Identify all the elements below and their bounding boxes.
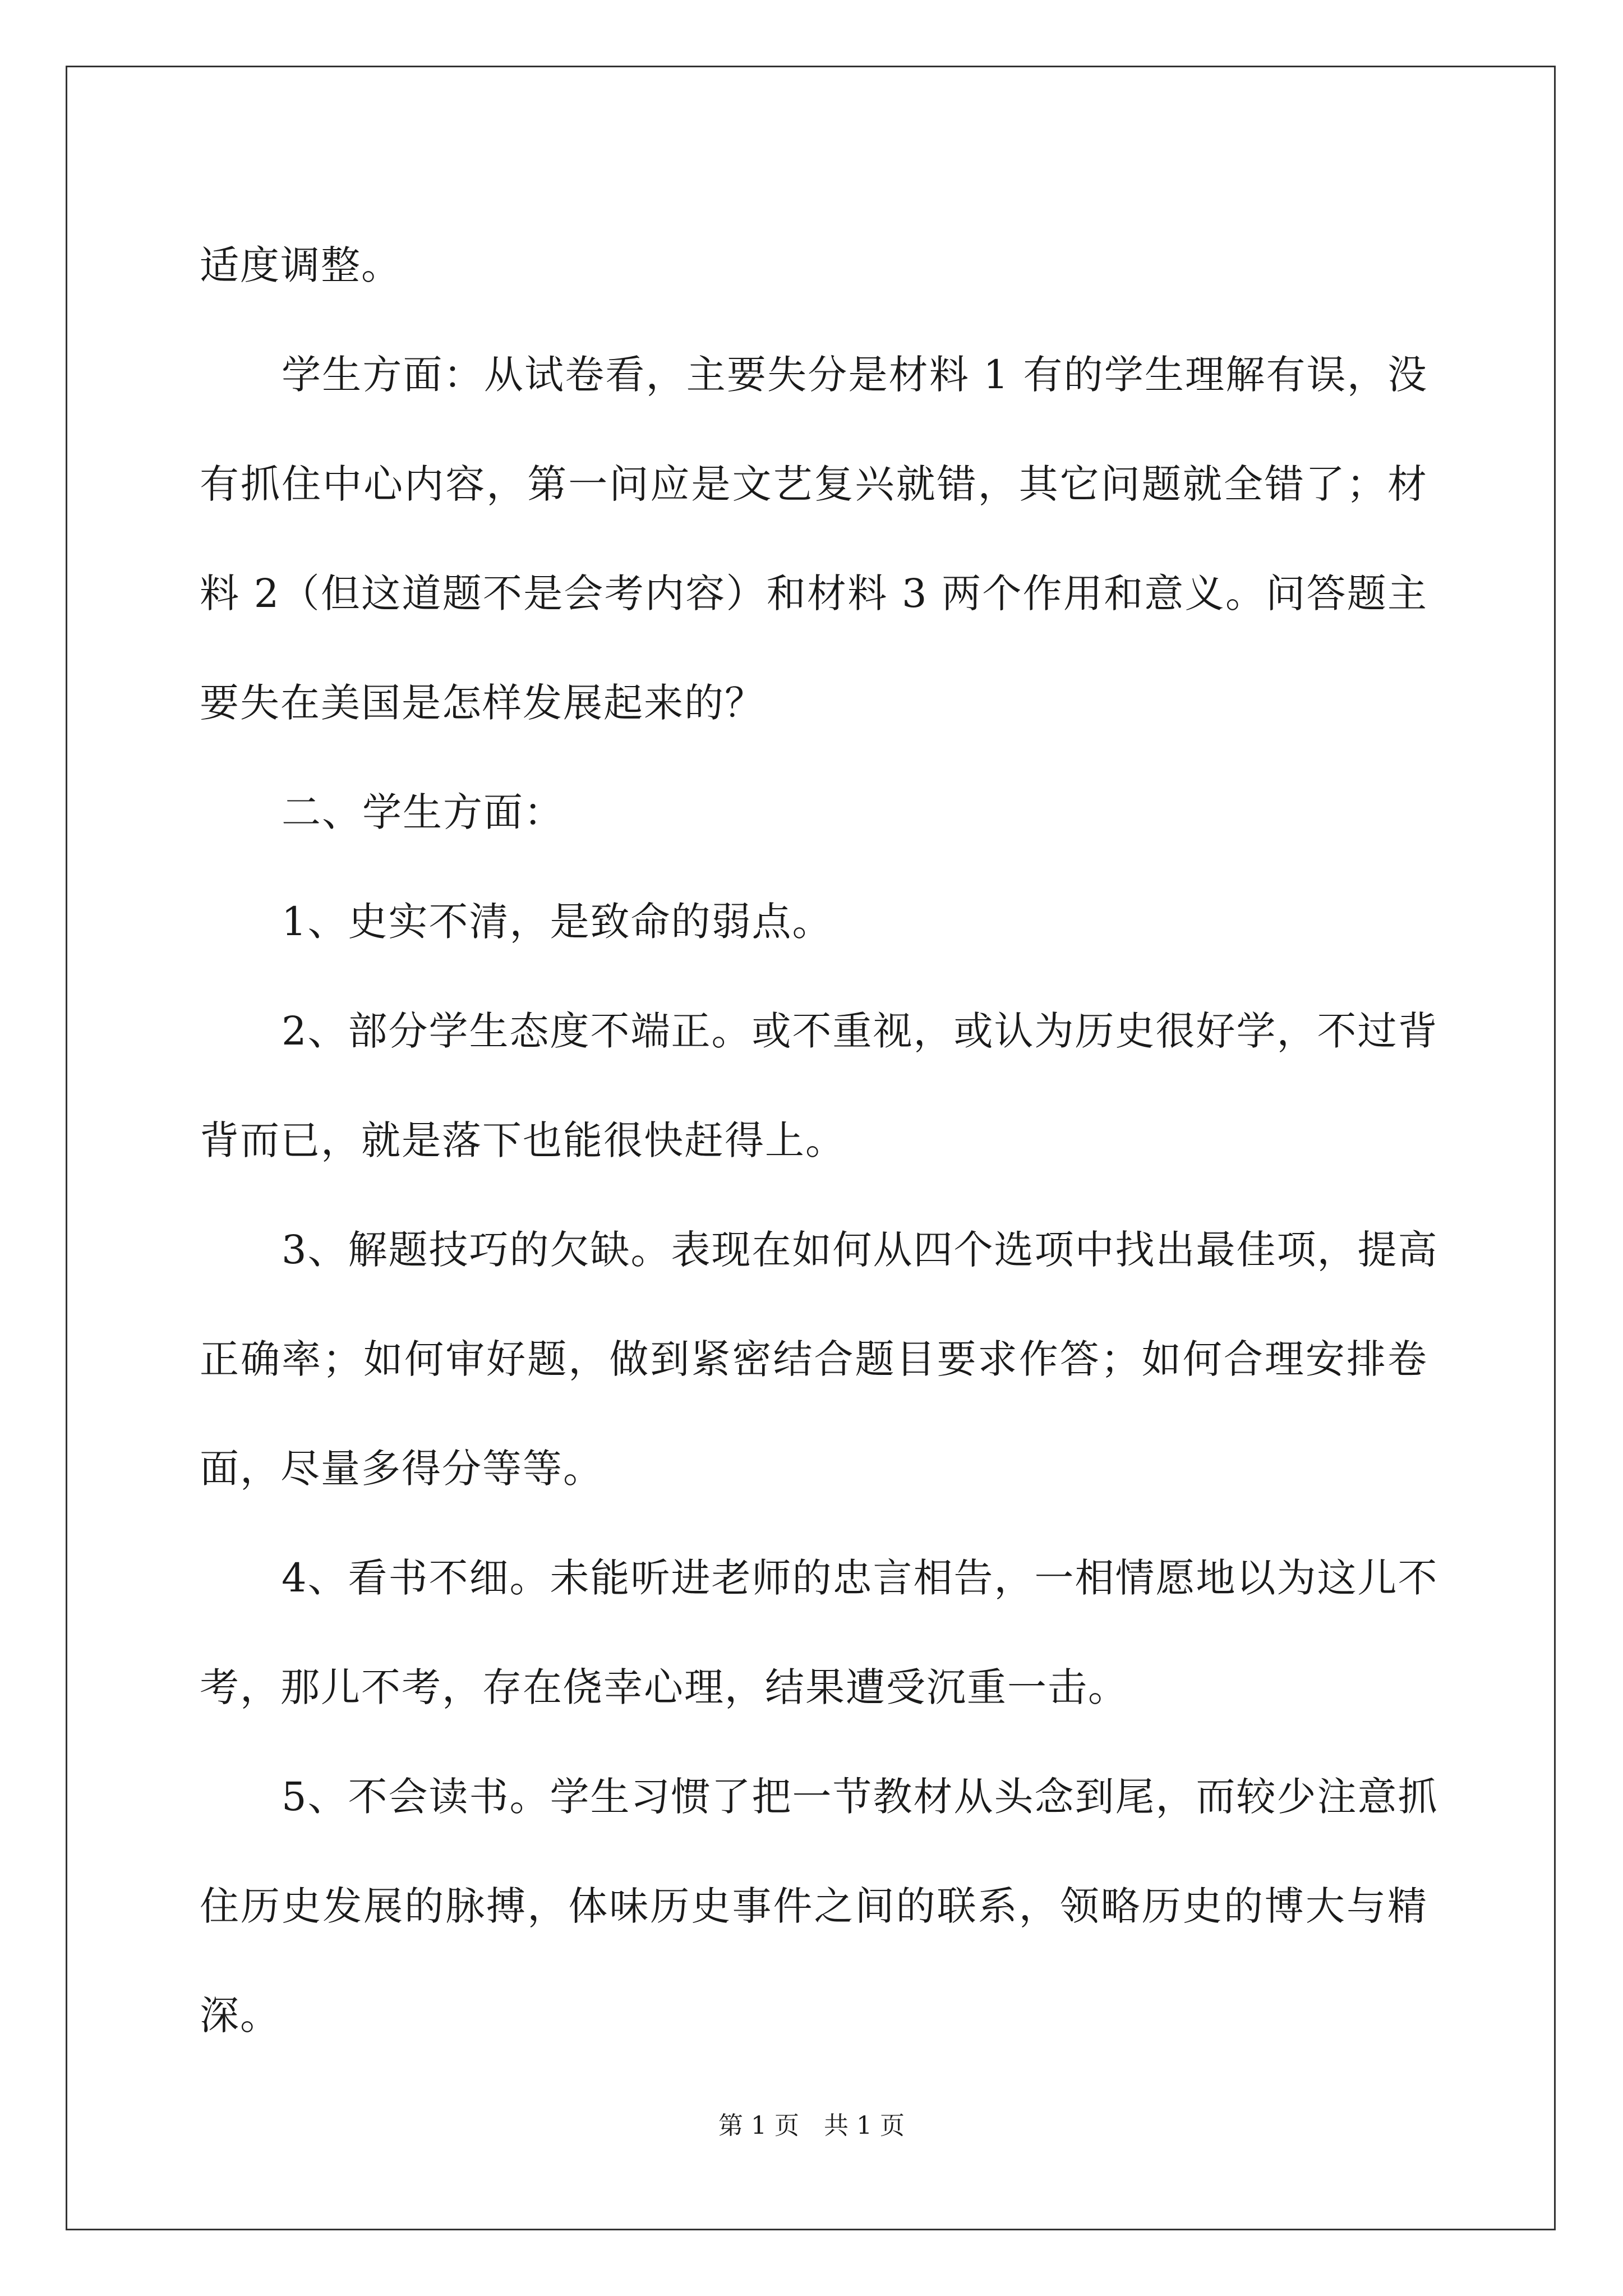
paragraph-line: 面，尽量多得分等等。 [200, 1446, 603, 1492]
paragraph-line: 适度调整。 [200, 242, 402, 288]
page-number-footer: 第 1 页 共 1 页 [718, 2111, 905, 2140]
paragraph-line: 深。 [200, 1993, 280, 2039]
paragraph-line: 要失在美国是怎样发展起来的？ [200, 680, 765, 726]
paragraph-line: 有抓住中心内容，第一问应是文艺复兴就错，其它问题就全错了；材 [200, 461, 1428, 507]
paragraph-line: 考，那儿不考，存在侥幸心理，结果遭受沉重一击。 [200, 1664, 1128, 1710]
paragraph-line: 2、部分学生态度不端正。或不重视，或认为历史很好学，不过背 [282, 1008, 1438, 1054]
section-heading: 二、学生方面： [282, 789, 564, 835]
document-body [200, 211, 1438, 2070]
paragraph-line: 3、解题技巧的欠缺。表现在如何从四个选项中找出最佳项，提高 [282, 1227, 1438, 1273]
paragraph-line: 料 2（但这道题不是会考内容）和材料 3 两个作用和意义。问答题主 [200, 570, 1428, 616]
paragraph-line: 正确率；如何审好题，做到紧密结合题目要求作答；如何合理安排卷 [200, 1336, 1428, 1382]
paragraph-line: 背而已，就是落下也能很快赶得上。 [200, 1117, 846, 1163]
paragraph-line: 学生方面：从试卷看，主要失分是材料 1 有的学生理解有误，没 [282, 352, 1428, 398]
paragraph-line: 1、史实不清，是致命的弱点。 [282, 899, 833, 945]
paragraph-line: 住历史发展的脉搏，体味历史事件之间的联系，领略历史的博大与精 [200, 1883, 1428, 1929]
paragraph-line: 4、看书不细。未能听进老师的忠言相告，一相情愿地以为这儿不 [282, 1555, 1438, 1601]
paragraph-line: 5、不会读书。学生习惯了把一节教材从头念到尾，而较少注意抓 [282, 1774, 1438, 1820]
